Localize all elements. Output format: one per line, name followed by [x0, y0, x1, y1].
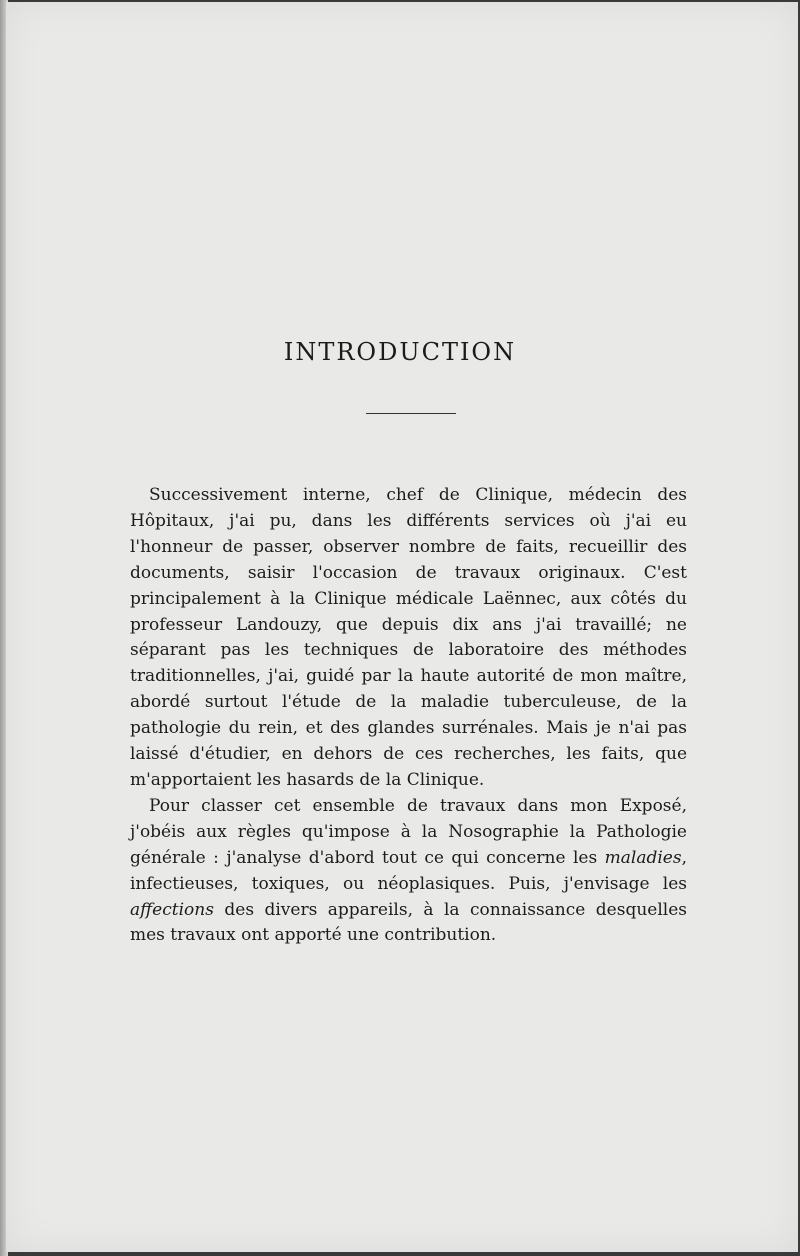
- title-divider: [366, 413, 456, 414]
- paragraph-2-part-1: Pour classer cet ensemble de travaux dans mon Exposé, j'obéis aux règles qu'impose à la Nosographie la Pathologie générale : j'analyse d'abord tout ce qui concerne les: [130, 795, 687, 868]
- body-text: [130, 483, 687, 949]
- emphasis-affections: affections: [130, 899, 214, 920]
- paragraph-2-part-3: des divers appareils, à la connaissance desquelles mes travaux ont apporté une contribution.: [130, 899, 687, 946]
- paragraph-2-part-2: , infectieuses, toxiques, ou néoplasiques. Puis, j'envisage les: [130, 847, 687, 894]
- emphasis-maladies: maladies: [604, 847, 682, 868]
- page-title: INTRODUCTION: [283, 338, 517, 366]
- paragraph-1: Successivement interne, chef de Clinique, médecin des Hôpitaux, j'ai pu, dans les différents services où j'ai eu l'honneur de passer, observer nombre de faits, recueillir des documents, saisir l'occasion de travaux originaux. C'est principalement à la Clinique médicale Laënnec, aux côtés du professeur Landouzy, que depuis dix ans j'ai travaillé; ne séparant pas les techniques de laboratoire des méthodes traditionnelles, j'ai, guidé par la haute autorité de mon maître, abordé surtout l'étude de la maladie tuberculeuse, de la pathologie du rein, et des glandes surrénales. Mais je n'ai pas laissé d'étudier, en dehors de ces recherches, les faits, que m'apportaient les hasards de la Clinique.: [130, 485, 687, 790]
- paragraph-2: [130, 794, 687, 949]
